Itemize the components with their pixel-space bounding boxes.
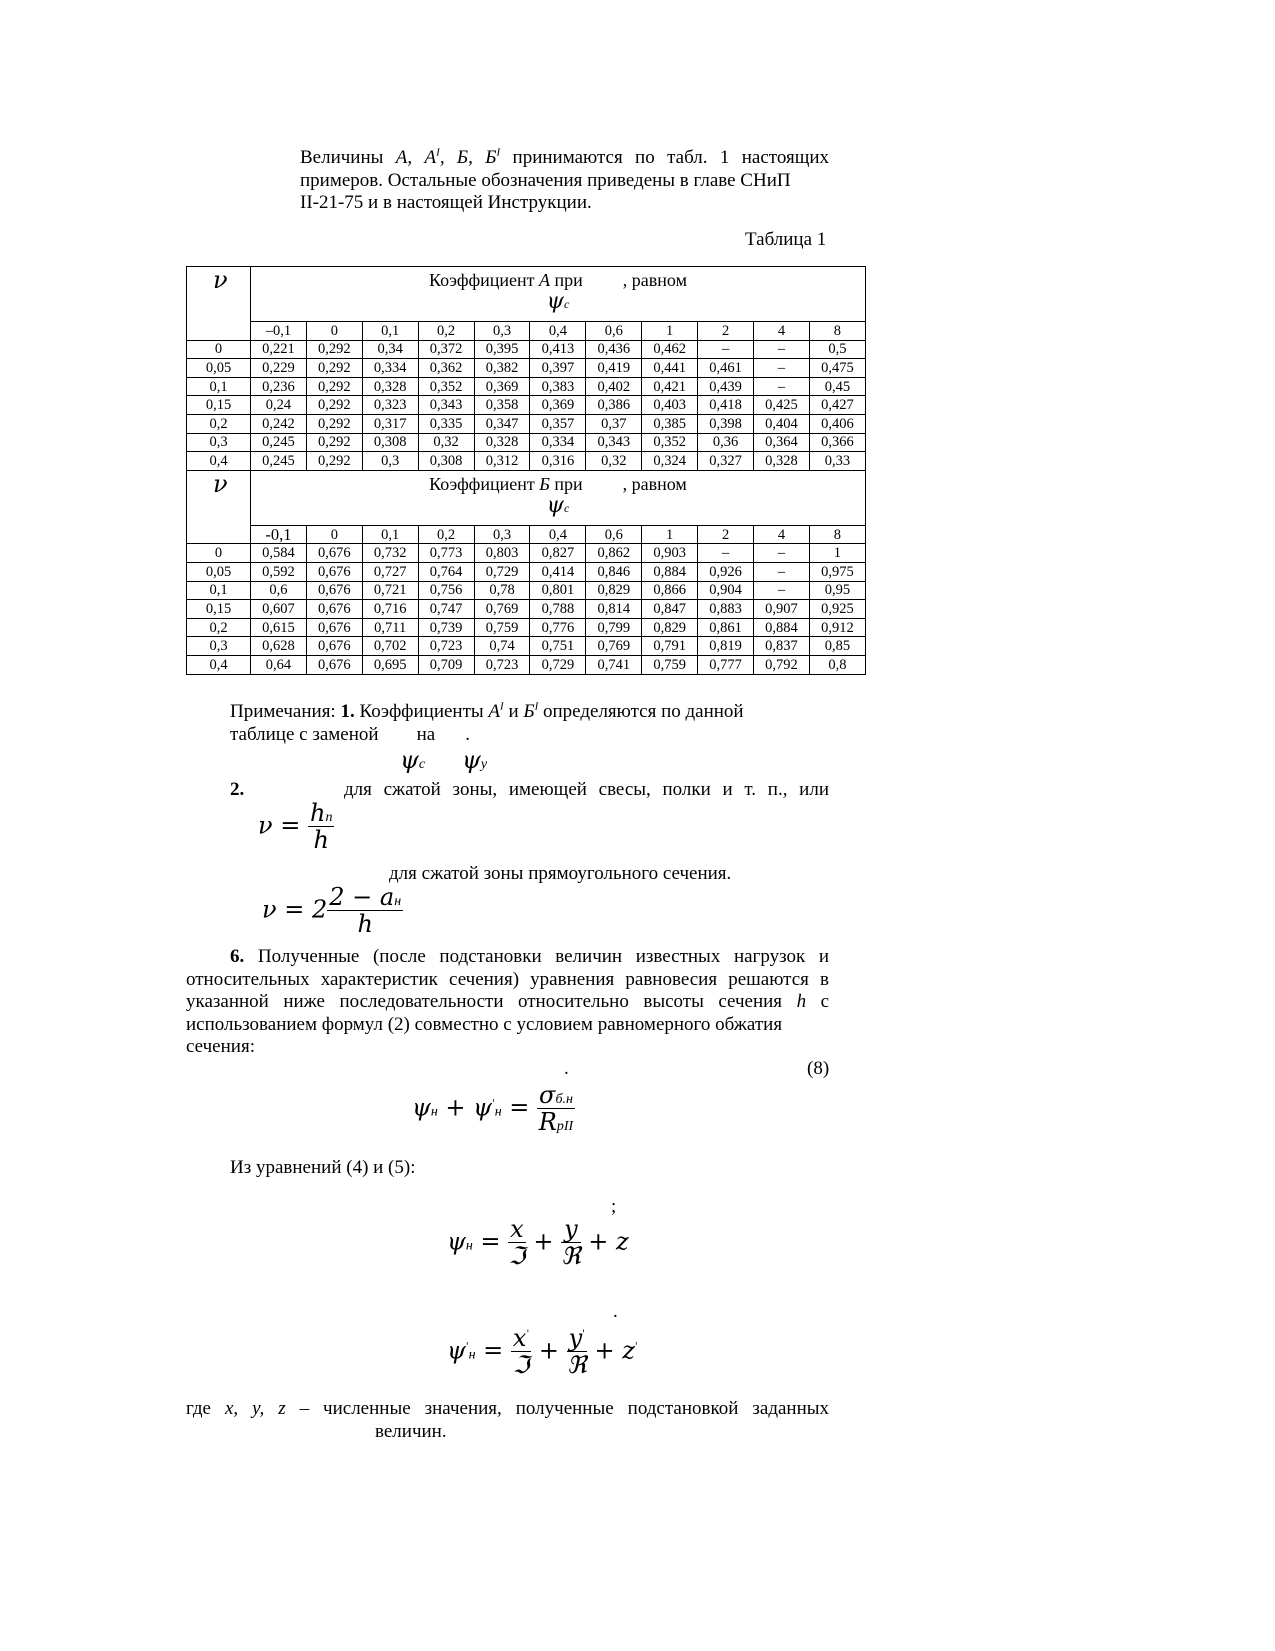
coefficient-cell: 0,347 [474, 414, 530, 433]
coefficient-cell: 0,769 [474, 600, 530, 619]
column-header: 0,1 [362, 322, 418, 341]
coefficient-cell: 0,85 [809, 637, 865, 656]
coefficient-cell: 0,421 [642, 377, 698, 396]
coefficient-cell: 0,792 [754, 655, 810, 674]
section-a [187, 267, 866, 471]
coefficient-cell: 0,439 [698, 377, 754, 396]
coefficient-cell: 0,78 [474, 581, 530, 600]
coefficient-cell: 0,395 [474, 340, 530, 359]
coefficient-cell: 0,747 [418, 600, 474, 619]
period: . [613, 1301, 618, 1322]
coefficient-cell: 0,343 [418, 396, 474, 415]
coefficient-cell: 0,846 [586, 562, 642, 581]
coefficient-cell: 0,819 [698, 637, 754, 656]
coefficient-cell: 0,308 [362, 433, 418, 452]
coefficient-cell: 0,292 [306, 377, 362, 396]
coefficient-cell: 0,369 [530, 396, 586, 415]
section-b-columns [187, 525, 866, 544]
coefficient-cell: 0,814 [586, 600, 642, 619]
equation-8: ψн + ψ'н = $\frac{\sigma б.н}{\text{RpII}}$ [412, 1081, 574, 1137]
coefficient-cell: 0,45 [809, 377, 865, 396]
coefficient-cell: 0,327 [698, 452, 754, 471]
coefficient-cell: 0,366 [809, 433, 865, 452]
coefficient-cell: 0,95 [809, 581, 865, 600]
coefficient-cell: 0,801 [530, 581, 586, 600]
coefficient-cell: 0,861 [698, 618, 754, 637]
coefficient-cell: 0,5 [809, 340, 865, 359]
coefficient-cell: 0,773 [418, 544, 474, 563]
coefficient-cell: 0,903 [642, 544, 698, 563]
coefficient-cell: 0,803 [474, 544, 530, 563]
coefficient-cell: 0,403 [642, 396, 698, 415]
coefficient-cell: 0,759 [642, 655, 698, 674]
coefficient-cell: 0,716 [362, 600, 418, 619]
coefficient-cell: 0,829 [586, 581, 642, 600]
coefficient-cell: 0,764 [418, 562, 474, 581]
coefficient-cell: 0,358 [474, 396, 530, 415]
coefficient-cell: 0,323 [362, 396, 418, 415]
column-header: 1 [642, 525, 698, 544]
note-2-text: для сжатой зоны, имеющей свесы, полки и т. п., или [344, 779, 829, 800]
column-header: 4 [754, 525, 810, 544]
coefficient-cell: 0,34 [362, 340, 418, 359]
intro-paragraph [300, 147, 829, 215]
coefficient-cell: 0,676 [306, 544, 362, 563]
coefficient-cell: 0,419 [586, 359, 642, 378]
coefficient-cell: 0,292 [306, 396, 362, 415]
coefficient-cell: 1 [809, 544, 865, 563]
psi-c-formula: ψc [400, 746, 426, 774]
table-row [187, 433, 866, 452]
coefficient-cell: 0,461 [698, 359, 754, 378]
coefficient-cell: 0,316 [530, 452, 586, 471]
coefficient-cell: – [754, 562, 810, 581]
nu-value-cell: 0,1 [187, 377, 251, 396]
nu-symbol: ν [187, 267, 251, 341]
coefficient-cell: 0,292 [306, 359, 362, 378]
table-row [187, 377, 866, 396]
nu-value-cell: 0,3 [187, 637, 251, 656]
coefficient-cell: 0,709 [418, 655, 474, 674]
column-header: 0,2 [418, 322, 474, 341]
coefficient-cell: 0,592 [251, 562, 307, 581]
coefficient-cell: 0,777 [698, 655, 754, 674]
section-a-columns [187, 322, 866, 341]
coefficient-cell: 0,711 [362, 618, 418, 637]
table-row [187, 396, 866, 415]
column-header: 0,6 [586, 525, 642, 544]
coefficient-cell: 0,6 [251, 581, 307, 600]
coefficient-cell: 0,759 [474, 618, 530, 637]
column-header: 0,1 [362, 525, 418, 544]
coefficient-cell: 0,756 [418, 581, 474, 600]
nu-value-cell: 0,4 [187, 452, 251, 471]
coefficient-cell: 0,741 [586, 655, 642, 674]
where-line: где x, y, z – численные значения, полученные подстановкой заданных [186, 1398, 830, 1419]
coefficient-cell: 0,36 [698, 433, 754, 452]
coefficient-cell: 0,607 [251, 600, 307, 619]
var-a: А, $А^I$, Б, $Б^I$ [395, 146, 501, 168]
coefficient-cell: 0,427 [809, 396, 865, 415]
coefficient-cell: 0,8 [809, 655, 865, 674]
coefficient-cell: 0,64 [251, 655, 307, 674]
coefficient-cell: 0,312 [474, 452, 530, 471]
coefficient-cell: 0,884 [642, 562, 698, 581]
nu-value-cell: 0,4 [187, 655, 251, 674]
coefficient-cell: 0,615 [251, 618, 307, 637]
coefficient-cell: 0,847 [642, 600, 698, 619]
where-line2: величин. [375, 1421, 447, 1442]
coefficient-cell: 0,242 [251, 414, 307, 433]
coefficient-cell: 0,829 [642, 618, 698, 637]
from-equations: Из уравнений (4) и (5): [230, 1157, 416, 1178]
nu-value-cell: 0,15 [187, 600, 251, 619]
eq8-dot: . [564, 1058, 569, 1079]
table-row [187, 637, 866, 656]
column-header: 0,3 [474, 525, 530, 544]
coefficient-cell: 0,739 [418, 618, 474, 637]
table-row [187, 562, 866, 581]
coefficient-cell: 0,723 [418, 637, 474, 656]
coefficient-cell: 0,404 [754, 414, 810, 433]
coefficient-cell: 0,723 [474, 655, 530, 674]
eq8-number: (8) [807, 1058, 830, 1079]
coefficient-cell: 0,462 [642, 340, 698, 359]
coefficient-cell: 0,328 [474, 433, 530, 452]
table-row [187, 359, 866, 378]
coefficient-cell: 0,33 [809, 452, 865, 471]
psi-y-formula: ψy [462, 746, 488, 774]
coefficient-cell: 0,425 [754, 396, 810, 415]
intro-line3: II-21-75 и в настоящей Инструкции. [300, 192, 592, 214]
coefficient-cell: 0,352 [642, 433, 698, 452]
section-b [187, 470, 866, 674]
coefficient-cell: – [698, 544, 754, 563]
coefficient-cell: 0,676 [306, 562, 362, 581]
coefficient-cell: 0,721 [362, 581, 418, 600]
coefficient-cell: 0,343 [586, 433, 642, 452]
table-row [187, 581, 866, 600]
column-header: 2 [698, 322, 754, 341]
coefficient-cell: – [754, 359, 810, 378]
column-header: 1 [642, 322, 698, 341]
coefficient-cell: 0,676 [306, 581, 362, 600]
coefficient-cell: – [754, 544, 810, 563]
psi-c-symbol: ψc [546, 492, 570, 518]
column-header: 8 [809, 525, 865, 544]
coefficient-cell: 0,3 [362, 452, 418, 471]
coefficient-cell: 0,382 [474, 359, 530, 378]
coefficient-cell: 0,751 [530, 637, 586, 656]
coefficient-cell: 0,245 [251, 433, 307, 452]
column-header: -0,1 [251, 525, 307, 544]
note-2-text2: для сжатой зоны прямоугольного сечения. [389, 863, 732, 884]
table-row [187, 618, 866, 637]
nu-value-cell: 0,2 [187, 618, 251, 637]
nu-symbol: ν [187, 470, 251, 544]
coefficient-cell: 0,334 [530, 433, 586, 452]
coefficient-cell: 0,328 [362, 377, 418, 396]
column-header: 2 [698, 525, 754, 544]
coefficient-cell: 0,788 [530, 600, 586, 619]
coefficient-cell: 0,32 [418, 433, 474, 452]
note-2-num: 2. [230, 779, 245, 800]
coefficient-cell: 0,676 [306, 655, 362, 674]
table-caption: Таблица 1 [745, 229, 827, 250]
coefficient-cell: 0,292 [306, 452, 362, 471]
coefficient-cell: 0,729 [530, 655, 586, 674]
coefficient-cell: 0,334 [362, 359, 418, 378]
coefficient-cell: 0,397 [530, 359, 586, 378]
coefficient-cell: 0,385 [642, 414, 698, 433]
nu-value-cell: 0,3 [187, 433, 251, 452]
coefficient-cell: 0,386 [586, 396, 642, 415]
coefficient-cell: 0,702 [362, 637, 418, 656]
psi-n-equation: ψн = $\frac{x}{\text{ℑ}}$ + $\frac{y}{\text{ℜ}}$ + z [447, 1215, 629, 1271]
coefficient-cell: 0,383 [530, 377, 586, 396]
section-a-header [187, 267, 866, 322]
intro-lead: Величины [300, 147, 384, 168]
nu-value-cell: 0,2 [187, 414, 251, 433]
coefficient-cell: 0,398 [698, 414, 754, 433]
coefficient-cell: 0,791 [642, 637, 698, 656]
coefficient-cell: – [698, 340, 754, 359]
column-header: 4 [754, 322, 810, 341]
coefficient-cell: 0,352 [418, 377, 474, 396]
section-b-header [187, 470, 866, 525]
table-row [187, 340, 866, 359]
section-b-title: Коэффициент Б при , равном ψc [251, 470, 866, 525]
coefficient-cell: 0,799 [586, 618, 642, 637]
nu-value-cell: 0 [187, 544, 251, 563]
coefficient-cell: 0,862 [586, 544, 642, 563]
coefficient-cell: 0,732 [362, 544, 418, 563]
section-a-title: Коэффициент А при , равном ψc [251, 267, 866, 322]
coefficient-cell: 0,32 [586, 452, 642, 471]
column-header: 0 [306, 525, 362, 544]
coefficient-cell: 0,317 [362, 414, 418, 433]
coefficient-cell: 0,362 [418, 359, 474, 378]
coefficient-cell: 0,925 [809, 600, 865, 619]
coefficient-cell: 0,866 [642, 581, 698, 600]
coefficient-cell: 0,414 [530, 562, 586, 581]
nu-value-cell: 0,15 [187, 396, 251, 415]
nu-value-cell: 0,05 [187, 562, 251, 581]
paragraph-6: 6. Полученные (после подстановки величин известных нагрузок и относительных характеристик сечения) уравнения равновесия решаются в указанной ниже последовательности относительно высоты сечения h с использованием формул (2) совместно с условием равномерного обжатия сечения: [186, 946, 830, 1058]
coefficient-cell: 0,74 [474, 637, 530, 656]
coefficient-cell: 0,292 [306, 433, 362, 452]
coefficient-cell: 0,357 [530, 414, 586, 433]
coefficient-cell: – [754, 377, 810, 396]
column-header: 0 [306, 322, 362, 341]
coefficient-cell: 0,776 [530, 618, 586, 637]
intro-line1: принимаются по табл. 1 настоящих [512, 147, 829, 168]
coefficient-cell: 0,335 [418, 414, 474, 433]
nu-rect-formula: ν = 2 $\frac{2 - aн}{h}$ [262, 883, 402, 939]
coefficient-cell: 0,229 [251, 359, 307, 378]
psi-n-prime-equation: ψ'н = $\frac{x'}{\text{ℑ}}$ + $\frac{y'}{\text{ℜ}}$ + z' [447, 1324, 638, 1380]
coefficient-cell: 0,236 [251, 377, 307, 396]
coefficient-cell: 0,628 [251, 637, 307, 656]
table-row [187, 655, 866, 674]
coefficient-cell: 0,402 [586, 377, 642, 396]
coefficient-cell: 0,912 [809, 618, 865, 637]
column-header: –0,1 [251, 322, 307, 341]
coefficient-cell: 0,436 [586, 340, 642, 359]
semicolon: ; [611, 1196, 617, 1217]
coefficient-cell: 0,37 [586, 414, 642, 433]
coefficient-cell: 0,584 [251, 544, 307, 563]
nu-hn-formula: ν = $\frac{hп}{h}$ [258, 799, 333, 855]
coefficient-cell: 0,24 [251, 396, 307, 415]
coefficient-cell: 0,676 [306, 637, 362, 656]
coefficient-cell: 0,883 [698, 600, 754, 619]
column-header: 0,4 [530, 322, 586, 341]
coefficient-cell: 0,413 [530, 340, 586, 359]
coefficient-cell: 0,904 [698, 581, 754, 600]
coefficient-cell: 0,475 [809, 359, 865, 378]
coefficient-cell: – [754, 581, 810, 600]
note-1-line2: таблице с заменой на . [230, 724, 470, 745]
table-row [187, 414, 866, 433]
column-header: 0,3 [474, 322, 530, 341]
coefficient-cell: 0,308 [418, 452, 474, 471]
table-row [187, 452, 866, 471]
coefficient-cell: 0,372 [418, 340, 474, 359]
coefficient-cell: 0,769 [586, 637, 642, 656]
coefficient-cell: 0,676 [306, 618, 362, 637]
coefficient-cell: 0,245 [251, 452, 307, 471]
nu-value-cell: 0,05 [187, 359, 251, 378]
coefficient-cell: 0,221 [251, 340, 307, 359]
psi-c-symbol: ψc [546, 289, 570, 314]
coefficient-cell: 0,727 [362, 562, 418, 581]
coefficient-cell: 0,926 [698, 562, 754, 581]
coefficient-cell: 0,328 [754, 452, 810, 471]
nu-value-cell: 0,1 [187, 581, 251, 600]
coefficient-cell: 0,729 [474, 562, 530, 581]
column-header: 0,6 [586, 322, 642, 341]
column-header: 8 [809, 322, 865, 341]
coefficient-cell: 0,441 [642, 359, 698, 378]
coefficient-cell: 0,907 [754, 600, 810, 619]
coefficient-cell: 0,676 [306, 600, 362, 619]
coefficient-cell: 0,369 [474, 377, 530, 396]
table-row [187, 600, 866, 619]
coefficient-cell: 0,827 [530, 544, 586, 563]
coefficient-cell: 0,837 [754, 637, 810, 656]
coefficient-cell: 0,695 [362, 655, 418, 674]
coefficient-cell: 0,324 [642, 452, 698, 471]
coefficient-cell: – [754, 340, 810, 359]
intro-line2: примеров. Остальные обозначения приведены в главе СНиП [300, 169, 791, 191]
coefficient-cell: 0,975 [809, 562, 865, 581]
column-header: 0,2 [418, 525, 474, 544]
table-row [187, 544, 866, 563]
coefficient-cell: 0,884 [754, 618, 810, 637]
coefficient-cell: 0,364 [754, 433, 810, 452]
nu-value-cell: 0 [187, 340, 251, 359]
column-header: 0,4 [530, 525, 586, 544]
coefficient-cell: 0,406 [809, 414, 865, 433]
coefficient-cell: 0,292 [306, 414, 362, 433]
note-1: Примечания: 1. Коэффициенты $А^I$ и $Б^I$ определяются по данной [230, 700, 744, 722]
coefficient-cell: 0,418 [698, 396, 754, 415]
coefficient-table [186, 266, 866, 675]
coefficient-cell: 0,292 [306, 340, 362, 359]
